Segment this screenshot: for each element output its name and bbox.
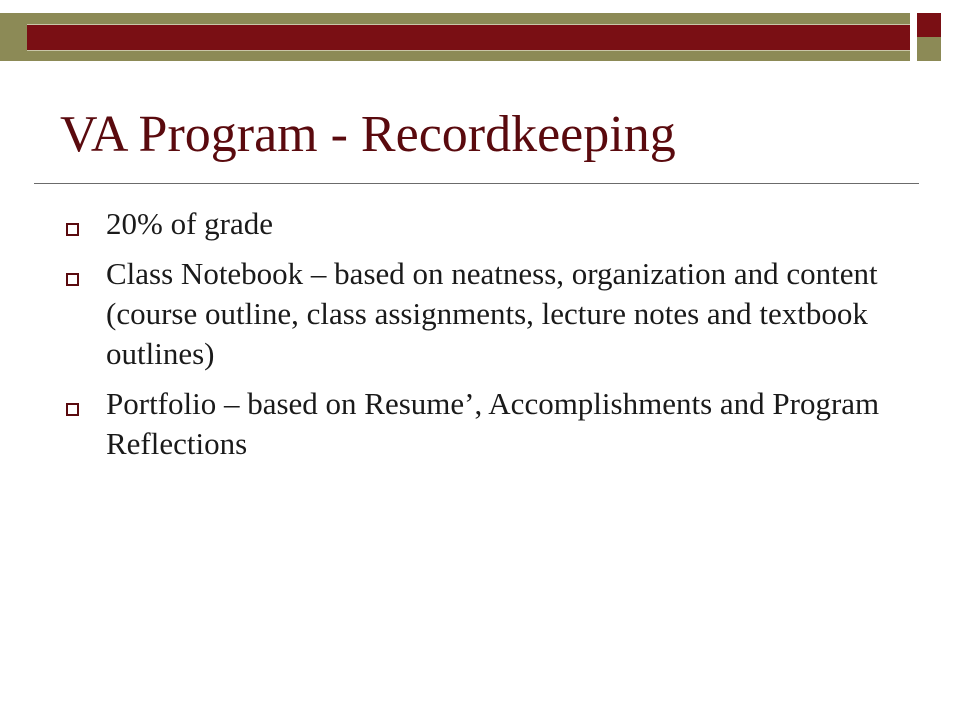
bullet-list [66, 204, 926, 474]
header-corner-olive-square [917, 37, 941, 61]
hollow-square-bullet-icon [66, 273, 79, 286]
header-corner-maroon-square [917, 13, 941, 37]
bullet-item [66, 254, 926, 374]
bullet-text: Class Notebook – based on neatness, organization and content (course outline, class assignments, lecture notes and textbook outlines) [106, 256, 878, 371]
title-divider [34, 183, 919, 184]
hollow-square-bullet-icon [66, 403, 79, 416]
slide-title: VA Program - Recordkeeping [60, 106, 676, 163]
bullet-item [66, 384, 926, 464]
header-band-maroon [27, 24, 910, 51]
hollow-square-bullet-icon [66, 223, 79, 236]
bullet-text: 20% of grade [106, 206, 273, 241]
bullet-text: Portfolio – based on Resume’, Accomplishments and Program Reflections [106, 386, 880, 461]
bullet-item [66, 204, 926, 244]
